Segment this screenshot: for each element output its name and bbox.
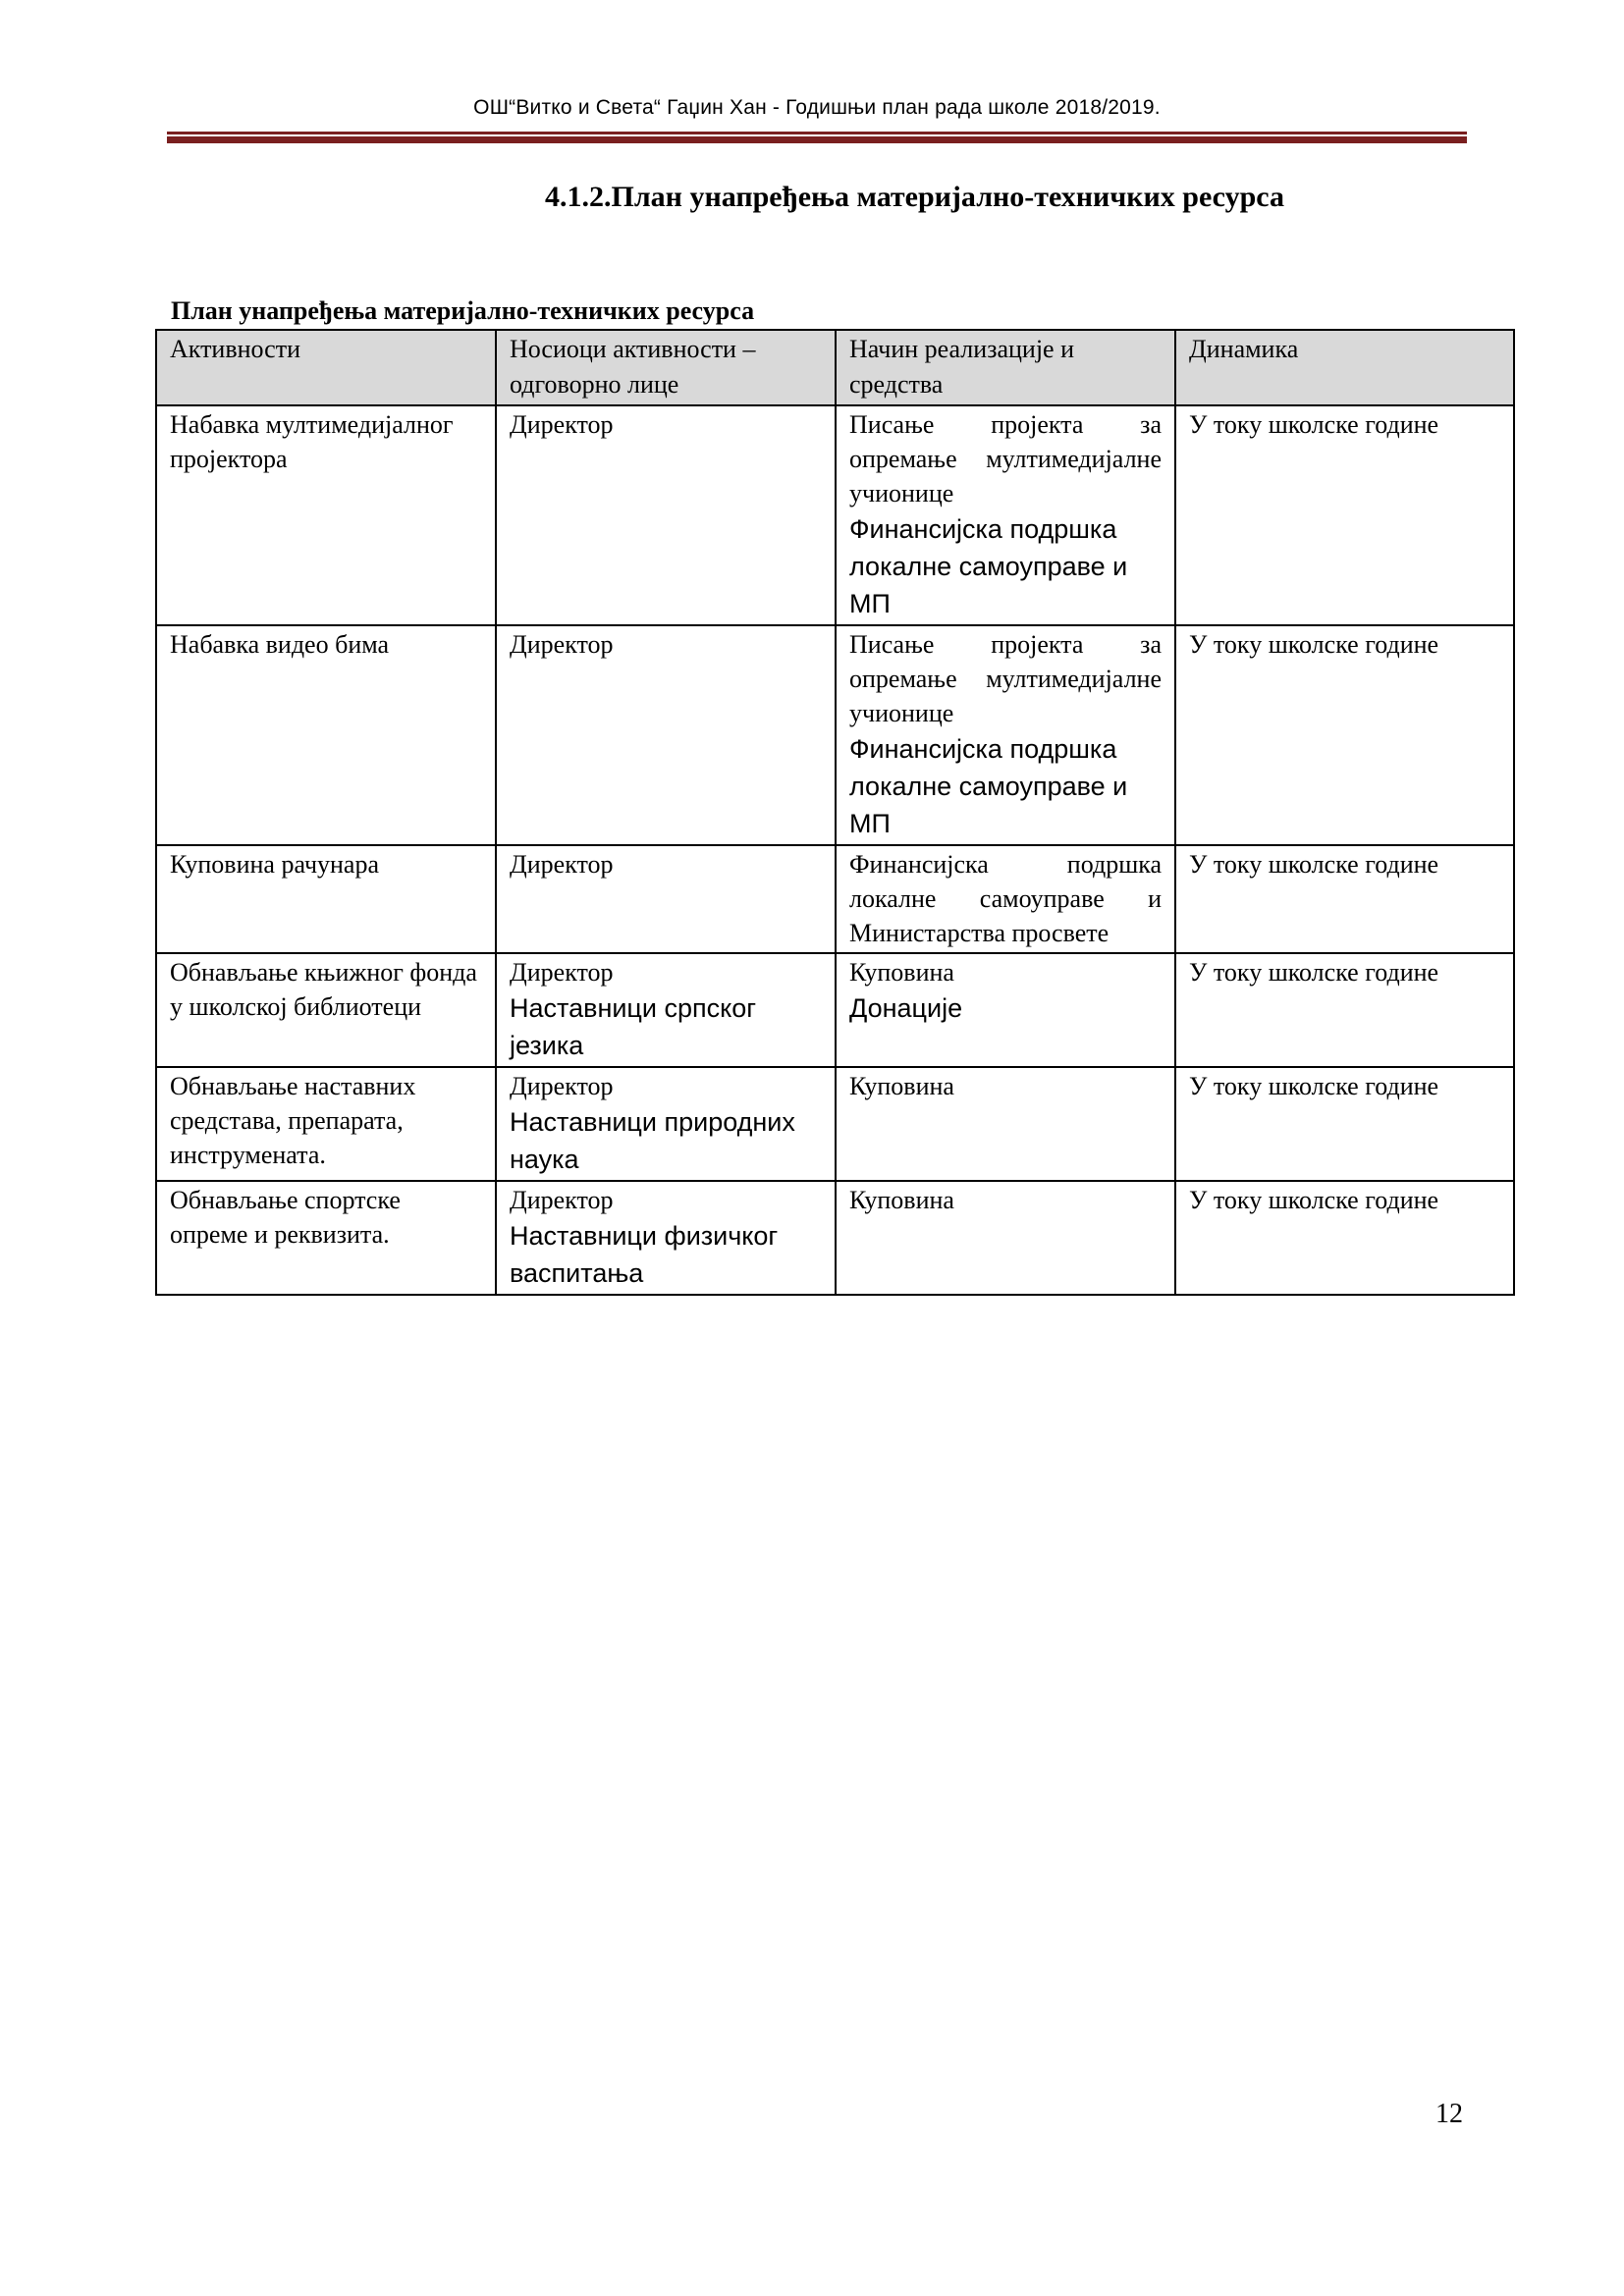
activity-cell: Набавка видео бима	[156, 625, 496, 845]
header-method: Начин реализације и средства	[836, 330, 1175, 405]
header-holders: Носиоци активности – одговорно лице	[496, 330, 836, 405]
method-line: Писање пројекта за опремање мултимедијалне учионице	[849, 410, 1162, 507]
holders-cell	[496, 625, 836, 845]
method-line: Финансијска подршка локалне самоуправе и МП	[849, 734, 1128, 838]
header-rule-thick	[167, 136, 1467, 143]
method-line: Куповина	[849, 958, 954, 987]
holder-line: Наставници природних наука	[510, 1107, 795, 1174]
method-line: Донације	[849, 993, 963, 1023]
method-line: Писање пројекта за опремање мултимедијалне учионице	[849, 630, 1162, 727]
dynamics-cell: У току школске године	[1175, 625, 1514, 845]
dynamics-cell: У току школске године	[1175, 953, 1514, 1067]
resource-plan-table	[155, 329, 1515, 1296]
holder-line: Директор	[510, 1072, 614, 1100]
table-row	[156, 845, 1514, 953]
method-cell	[836, 1067, 1175, 1181]
method-line: Куповина	[849, 1186, 954, 1214]
method-cell	[836, 625, 1175, 845]
activity-cell: Обнављање наставних средстава, препарата, инструмената.	[156, 1067, 496, 1181]
holders-cell	[496, 1181, 836, 1295]
dynamics-cell: У току школске године	[1175, 845, 1514, 953]
activity-cell: Обнављање књижног фонда у школској библиотеци	[156, 953, 496, 1067]
method-cell	[836, 845, 1175, 953]
table-caption: План унапређења материјално-техничких ресурса	[171, 296, 755, 325]
activity-cell: Куповина рачунара	[156, 845, 496, 953]
table-row	[156, 625, 1514, 845]
dynamics-cell: У току школске године	[1175, 405, 1514, 625]
table-row	[156, 953, 1514, 1067]
holders-cell	[496, 953, 836, 1067]
method-line: Финансијска подршка локалне самоуправе и МП	[849, 514, 1128, 618]
method-line: Финансијска подршка локалне самоуправе и Министарства просвете	[849, 850, 1162, 947]
section-heading: 4.1.2.План унапређења материјално-техничких ресурса	[545, 181, 1284, 213]
header-dynamics: Динамика	[1175, 330, 1514, 405]
holder-line: Наставници физичког васпитања	[510, 1221, 779, 1288]
dynamics-cell: У току школске године	[1175, 1067, 1514, 1181]
page-number: 12	[1435, 2099, 1463, 2129]
table-header-row	[156, 330, 1514, 405]
holder-line: Директор	[510, 410, 614, 439]
method-cell	[836, 405, 1175, 625]
holders-cell	[496, 845, 836, 953]
holders-cell	[496, 1067, 836, 1181]
method-cell	[836, 1181, 1175, 1295]
holder-line: Директор	[510, 850, 614, 879]
holder-line: Наставници српског језика	[510, 993, 757, 1060]
table-row	[156, 1067, 1514, 1181]
holder-line: Директор	[510, 1186, 614, 1214]
header-activities: Активности	[156, 330, 496, 405]
header-rule	[167, 132, 1467, 134]
holders-cell	[496, 405, 836, 625]
activity-cell: Обнављање спортске опреме и реквизита.	[156, 1181, 496, 1295]
table-row	[156, 1181, 1514, 1295]
holder-line: Директор	[510, 958, 614, 987]
holder-line: Директор	[510, 630, 614, 659]
dynamics-cell: У току школске године	[1175, 1181, 1514, 1295]
method-line: Куповина	[849, 1072, 954, 1100]
method-cell	[836, 953, 1175, 1067]
running-header: ОШ“Витко и Света“ Гаџин Хан - Годишњи план рада школе 2018/2019.	[473, 96, 1161, 119]
activity-cell: Набавка мултимедијалног пројектора	[156, 405, 496, 625]
table-row	[156, 405, 1514, 625]
